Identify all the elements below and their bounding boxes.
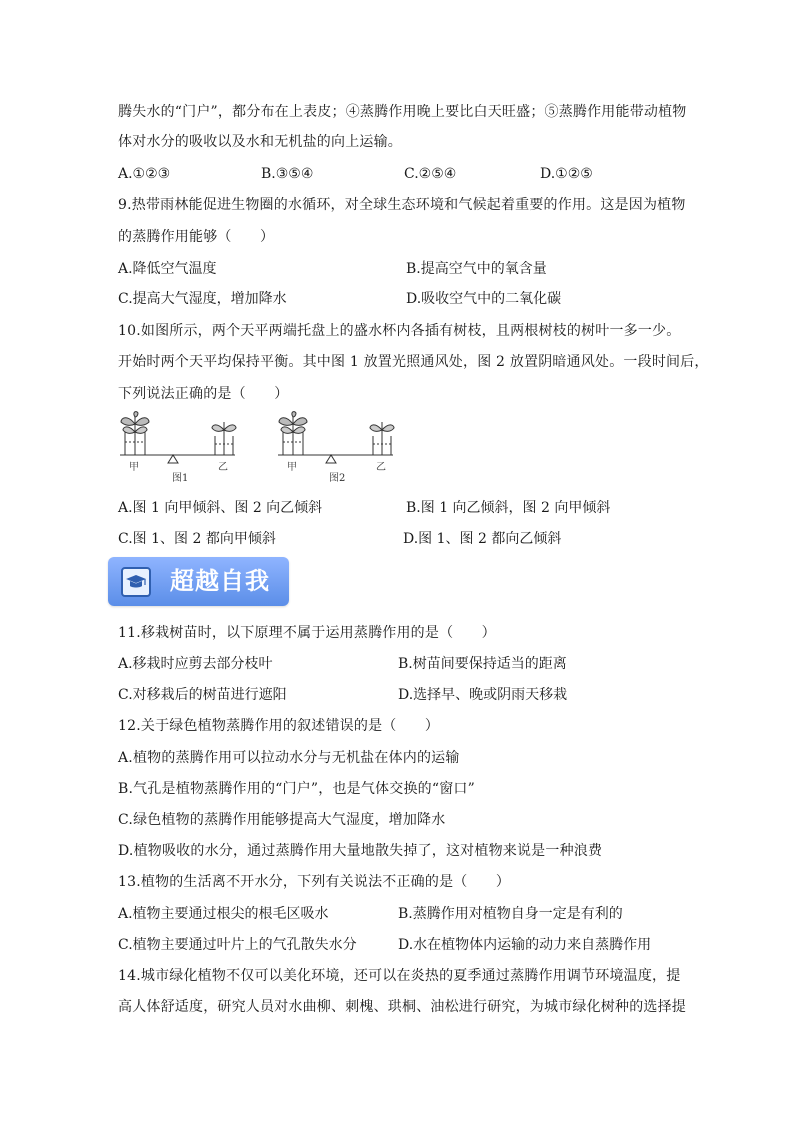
label-yi: 乙 [218, 462, 228, 473]
graduation-book-icon [121, 567, 151, 597]
option-b: B.蒸腾作用对植物自身一定是有利的 [398, 906, 623, 922]
figure-caption-1: 图1 [172, 473, 189, 484]
fulcrum-icon [168, 455, 178, 463]
option-b: B.图 1 向乙倾斜，图 2 向甲倾斜 [406, 500, 611, 516]
fulcrum-icon [326, 455, 336, 463]
question-12: 12.关于绿色植物蒸腾作用的叙述错误的是（ ） [118, 718, 440, 734]
option-d: D.①②⑤ [540, 166, 593, 182]
option-d: D.图 1、图 2 都向乙倾斜 [403, 531, 562, 547]
option-a: A.图 1 向甲倾斜、图 2 向乙倾斜 [118, 500, 323, 516]
option-c: C.绿色植物的蒸腾作用能够提高大气湿度，增加降水 [118, 812, 446, 828]
question-10: 10.如图所示，两个天平两端托盘上的盛水杯内各插有树枝，且两根树枝的树叶一多一少。 [118, 323, 681, 339]
figure-caption-2: 图2 [329, 473, 346, 484]
text-line: 腾失水的“门户”，都分布在上表皮；④蒸腾作用晚上要比白天旺盛；⑤蒸腾作用能带动植物 [118, 104, 687, 120]
option-a: A.植物的蒸腾作用可以拉动水分与无机盐在体内的运输 [118, 750, 460, 766]
option-b: B.③⑤④ [261, 166, 314, 182]
section-banner [108, 557, 289, 606]
question-13: 13.植物的生活离不开水分，下列有关说法不正确的是（ ） [118, 874, 511, 890]
option-a: A.移栽时应剪去部分枝叶 [118, 656, 273, 672]
balance-figure [117, 410, 397, 486]
question-14: 14.城市绿化植物不仅可以美化环境，还可以在炎热的夏季通过蒸腾作用调节环境温度，提 [118, 968, 681, 984]
option-d: D.吸收空气中的二氧化碳 [406, 291, 562, 307]
question-9: 9.热带雨林能促进生物圈的水循环，对全球生态环境和气候起着重要的作用。这是因为植物 [118, 197, 686, 213]
question-10: 开始时两个天平均保持平衡。其中图 1 放置光照通风处，图 2 放置阴暗通风处。一段时间后， [118, 354, 709, 370]
section-title: 超越自我 [170, 567, 270, 595]
branch-few-leaves-icon [370, 422, 394, 455]
option-c: C.②⑤④ [404, 166, 457, 182]
option-d: D.水在植物体内运输的动力来自蒸腾作用 [398, 937, 652, 953]
text-line: 体对水分的吸收以及水和无机盐的向上运输。 [118, 134, 402, 150]
label-yi: 乙 [376, 462, 386, 473]
option-a: A.植物主要通过根尖的根毛区吸水 [118, 906, 329, 922]
label-jia: 甲 [129, 462, 139, 473]
balance-2 [278, 412, 394, 463]
option-b: B.气孔是植物蒸腾作用的“门户”，也是气体交换的“窗口” [118, 781, 475, 797]
option-a: A.降低空气温度 [118, 261, 217, 277]
option-c: C.提高大气湿度，增加降水 [118, 291, 287, 307]
option-d: D.植物吸收的水分，通过蒸腾作用大量地散失掉了，这对植物来说是一种浪费 [118, 843, 603, 859]
label-jia: 甲 [287, 462, 297, 473]
option-d: D.选择早、晚或阴雨天移栽 [398, 687, 568, 703]
question-10: 下列说法正确的是（ ） [118, 386, 289, 402]
question-11: 11.移栽树苗时，以下原理不属于运用蒸腾作用的是（ ） [118, 625, 496, 641]
question-14: 高人体舒适度，研究人员对水曲柳、刺槐、珙桐、油松进行研究，为城市绿化树种的选择提 [118, 999, 686, 1015]
option-b: B.树苗间要保持适当的距离 [398, 656, 567, 672]
balance-1 [120, 412, 236, 463]
option-c: C.对移栽后的树苗进行遮阳 [118, 687, 287, 703]
option-c: C.图 1、图 2 都向甲倾斜 [118, 531, 276, 547]
option-a: A.①②③ [118, 166, 171, 182]
branch-few-leaves-icon [212, 422, 236, 455]
question-9: 的蒸腾作用能够（ ） [118, 229, 275, 245]
option-c: C.植物主要通过叶片上的气孔散失水分 [118, 937, 357, 953]
option-b: B.提高空气中的氧含量 [406, 261, 547, 277]
